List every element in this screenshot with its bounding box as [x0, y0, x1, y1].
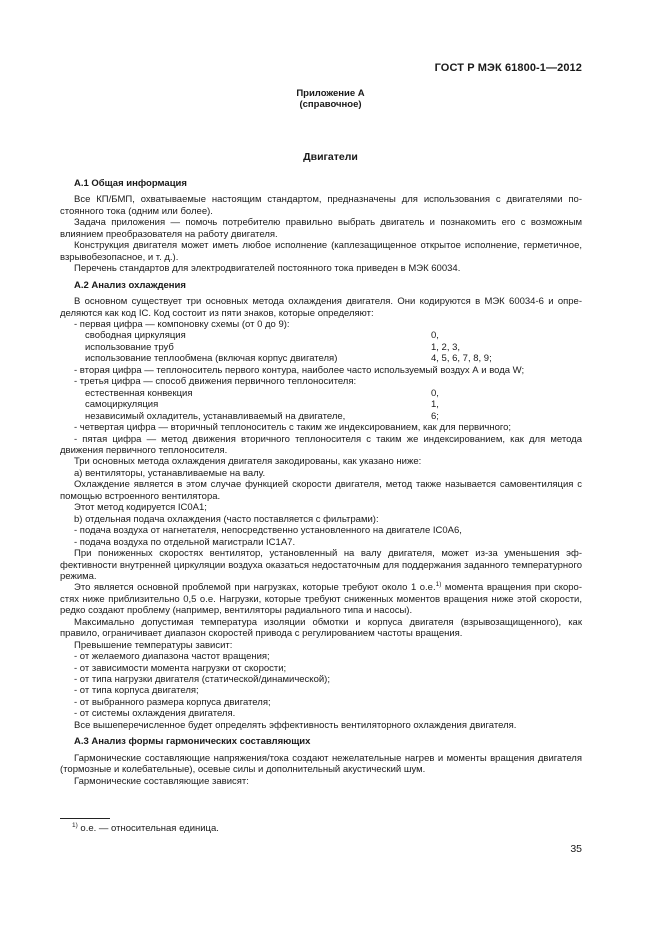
- heading-a2: А.2 Анализ охлаждения: [74, 279, 186, 291]
- footnote-mark: 1): [72, 821, 78, 829]
- list-item: - пятая цифра — метод движения вторичного теплоносителя с таким же индексированием, как для метода движения первичного теплоносителя.: [60, 433, 582, 456]
- footnote-ref: 1): [435, 581, 442, 589]
- code-value: 6;: [431, 410, 439, 422]
- list-item: - от желаемого диапазона частот вращения;: [74, 651, 270, 663]
- page-number: 35: [570, 843, 582, 855]
- list-item: - подача воздуха от нагнетателя, непосредственно установленного на двигателе IC0A6,: [74, 525, 462, 537]
- code-row: [60, 388, 582, 399]
- code-label: самоциркуляция: [85, 399, 159, 411]
- document-body: [60, 178, 582, 787]
- code-label: свободная циркуляция: [85, 330, 186, 342]
- paragraph-text: Это является основной проблемой при нагрузках, которые требуют около 1 о.е.: [74, 582, 436, 594]
- code-label: независимый охладитель, устанавливаемый на двигателе,: [85, 410, 346, 422]
- code-row: [60, 411, 582, 422]
- code-label: использование труб: [85, 341, 174, 353]
- section-title: Двигатели: [303, 151, 358, 163]
- paragraph: При пониженных скоростях вентилятор, установленный на валу двигателя, может из-за уменьшения эффективности внутренней циркуляции воздуха оказаться недостаточным для поддержания заданного температурного режима.: [60, 548, 582, 582]
- code-row: [60, 330, 582, 341]
- paragraph: Конструкция двигателя может иметь любое исполнение (каплезащищенное открытое исполнение, герметичное, взрывобезопасное, и т. д.).: [60, 240, 582, 263]
- list-item: - третья цифра — способ движения первичного теплоносителя:: [74, 376, 357, 388]
- paragraph: Гармонические составляющие зависят:: [74, 775, 249, 787]
- list-item: - от зависимости момента нагрузки от скорости;: [74, 662, 287, 674]
- heading-a1: А.1 Общая информация: [74, 178, 187, 189]
- paragraph: Этот метод кодируется IC0A1;: [74, 502, 207, 514]
- code-row: [60, 353, 582, 364]
- paragraph: а) вентиляторы, устанавливаемые на валу.: [74, 467, 266, 479]
- code-label: использование теплообмена (включая корпус двигателя): [85, 353, 338, 365]
- code-value: 1, 2, 3,: [431, 341, 461, 353]
- list-item: - от системы охлаждения двигателя.: [74, 708, 236, 720]
- list-item: - от типа нагрузки двигателя (статической/динамической);: [74, 674, 330, 686]
- paragraph: Перечень стандартов для электродвигателей постоянного тока приведен в МЭК 60034.: [74, 263, 461, 275]
- annex-title: Приложение А: [296, 88, 365, 99]
- paragraph: Все КП/БМП, охватываемые настоящим стандартом, предназначены для использования с двигателями постоянного тока (одним или более).: [60, 194, 582, 217]
- paragraph-text: момента вращения при скоростях ниже приблизительно 0,5 о.е. Нагрузки, которые требуют сниженных моментов вращения ниже этой скорости, редко создают проблему (например, вентиляторы радиального типа и насосы).: [60, 582, 582, 617]
- paragraph: Гармонические составляющие напряжения/тока создают нежелательные нагрев и моменты вращения двигателя (тормозные и колебательные), осевые силы и дополнительный акустический шум.: [60, 752, 582, 776]
- list-item: - вторая цифра — теплоноситель первого контура, наиболее часто используемый воздух А и вода W;: [74, 364, 525, 376]
- paragraph: b) отдельная подача охлаждения (часто поставляется с фильтрами):: [74, 513, 379, 525]
- paragraph: [60, 582, 582, 616]
- code-label: естественная конвекция: [85, 387, 193, 399]
- footnote-text: о.е. — относительная единица.: [77, 823, 219, 834]
- footnote: [72, 823, 219, 834]
- paragraph: В основном существует три основных метода охлаждения двигателя. Они кодируются в МЭК 60034-6 и определяются как код IC. Код состоит из пяти знаков, которые определяют:: [60, 296, 582, 319]
- annex-subtitle: (справочное): [299, 99, 362, 110]
- paragraph: Максимально допустимая температура изоляции обмотки и корпуса двигателя (взрывозащищенного), как правило, ограничивает диапазон скоростей привода с регулированием частоты вращения.: [60, 616, 582, 640]
- list-item: - подача воздуха по отдельной магистрали IC1A7.: [74, 536, 296, 548]
- paragraph: Все вышеперечисленное будет определять эффективность вентиляторного охлаждения двигателя.: [74, 719, 517, 731]
- list-item: - первая цифра — компоновку схемы (от 0 до 9):: [74, 318, 290, 330]
- code-value: 0,: [431, 387, 439, 399]
- paragraph: Охлаждение является в этом случае функцией скорости двигателя, метод также называется самовентиляция с помощью встроенного вентилятора.: [60, 479, 582, 502]
- standard-designation: ГОСТ Р МЭК 61800-1—2012: [434, 62, 582, 74]
- code-row: [60, 342, 582, 353]
- paragraph: Три основных метода охлаждения двигателя закодированы, как указано ниже:: [74, 456, 422, 468]
- paragraph: Задача приложения — помочь потребителю правильно выбрать двигатель и познакомить его с возможным влиянием преобразователя на работу двигателя.: [60, 217, 582, 240]
- paragraph: Превышение температуры зависит:: [74, 639, 233, 651]
- code-row: [60, 399, 582, 410]
- code-value: 1,: [431, 399, 439, 411]
- list-item: - четвертая цифра — вторичный теплоноситель с таким же индексированием, как для первичного;: [74, 422, 512, 434]
- code-value: 4, 5, 6, 7, 8, 9;: [431, 353, 492, 365]
- list-item: - от типа корпуса двигателя;: [74, 685, 199, 697]
- footnote-divider: [60, 818, 110, 819]
- code-value: 0,: [431, 330, 439, 342]
- list-item: - от выбранного размера корпуса двигателя;: [74, 696, 271, 708]
- heading-a3: А.3 Анализ формы гармонических составляющих: [74, 736, 311, 748]
